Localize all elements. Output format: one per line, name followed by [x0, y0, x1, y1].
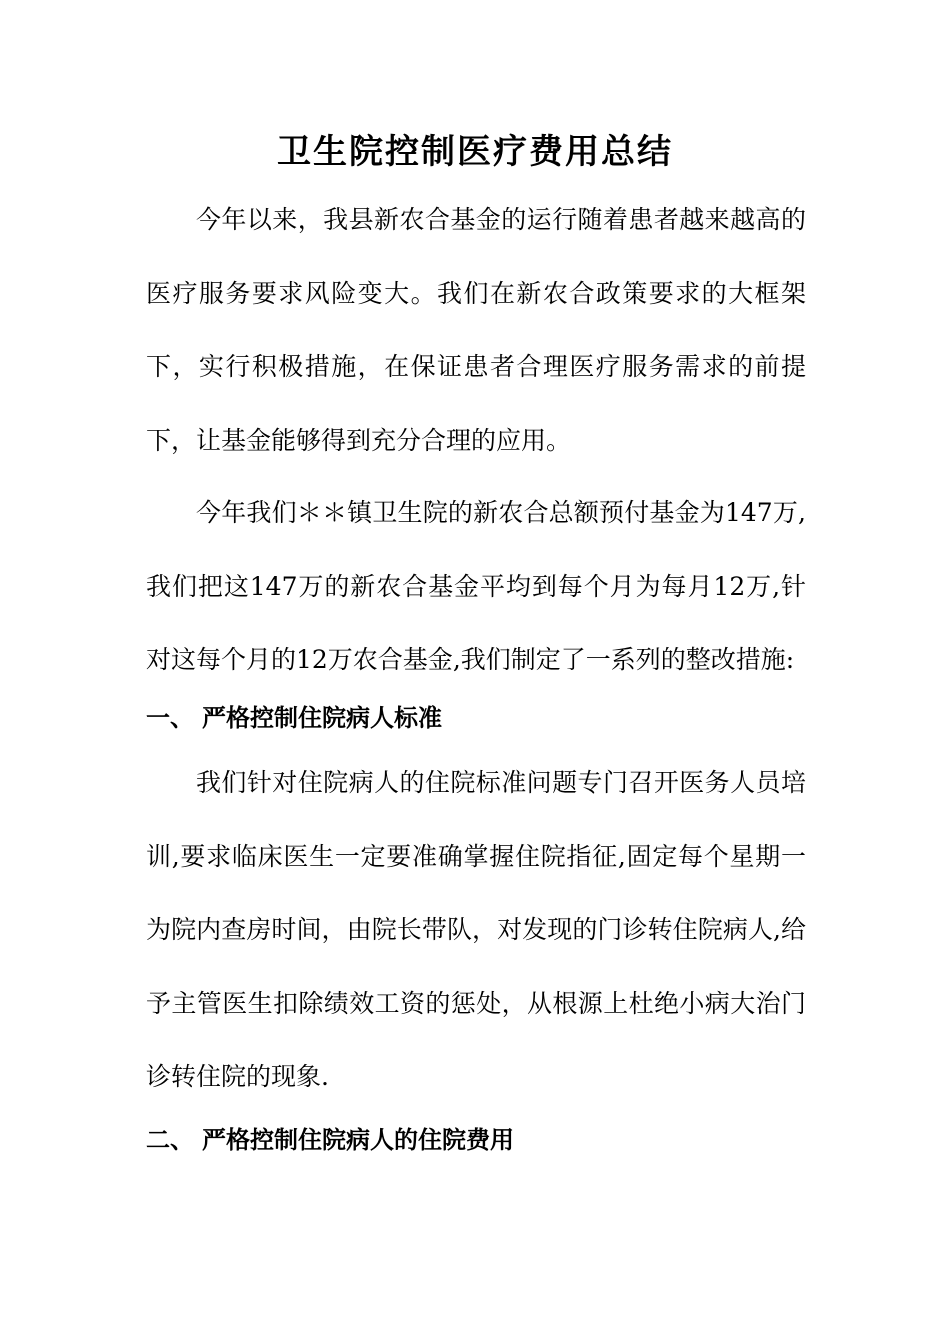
budget-paragraph: 今年我们＊＊镇卫生院的新农合总额预付基金为147万,我们把这147万的新农合基金平均到每个月为每月12万,针对这每个月的12万农合基金,我们制定了一系列的整改措施:	[146, 498, 806, 674]
section-heading-1	[146, 698, 806, 738]
intro-paragraph: 今年以来，我县新农合基金的运行随着患者越来越高的医疗服务要求风险变大。我们在新农合政策要求的大框架下，实行积极措施，在保证患者合理医疗服务需求的前提下，让基金能够得到充分合理的应用。	[146, 205, 806, 455]
document-title: 卫生院控制医疗费用总结	[277, 132, 673, 172]
section-heading-2	[146, 1120, 806, 1160]
section-title-1: 严格控制住院病人标准	[202, 704, 442, 732]
section-number-2: 二、	[146, 1126, 194, 1154]
section-title-2: 严格控制住院病人的住院费用	[202, 1126, 514, 1154]
section-number-1: 一、	[146, 704, 194, 732]
section-1-paragraph: 我们针对住院病人的住院标准问题专门召开医务人员培训,要求临床医生一定要准确掌握住院指征,固定每个星期一为院内查房时间，由院长带队，对发现的门诊转住院病人,给予主管医生扣除绩效工资的惩处，从根源上杜绝小病大治门诊转住院的现象.	[146, 768, 806, 1091]
